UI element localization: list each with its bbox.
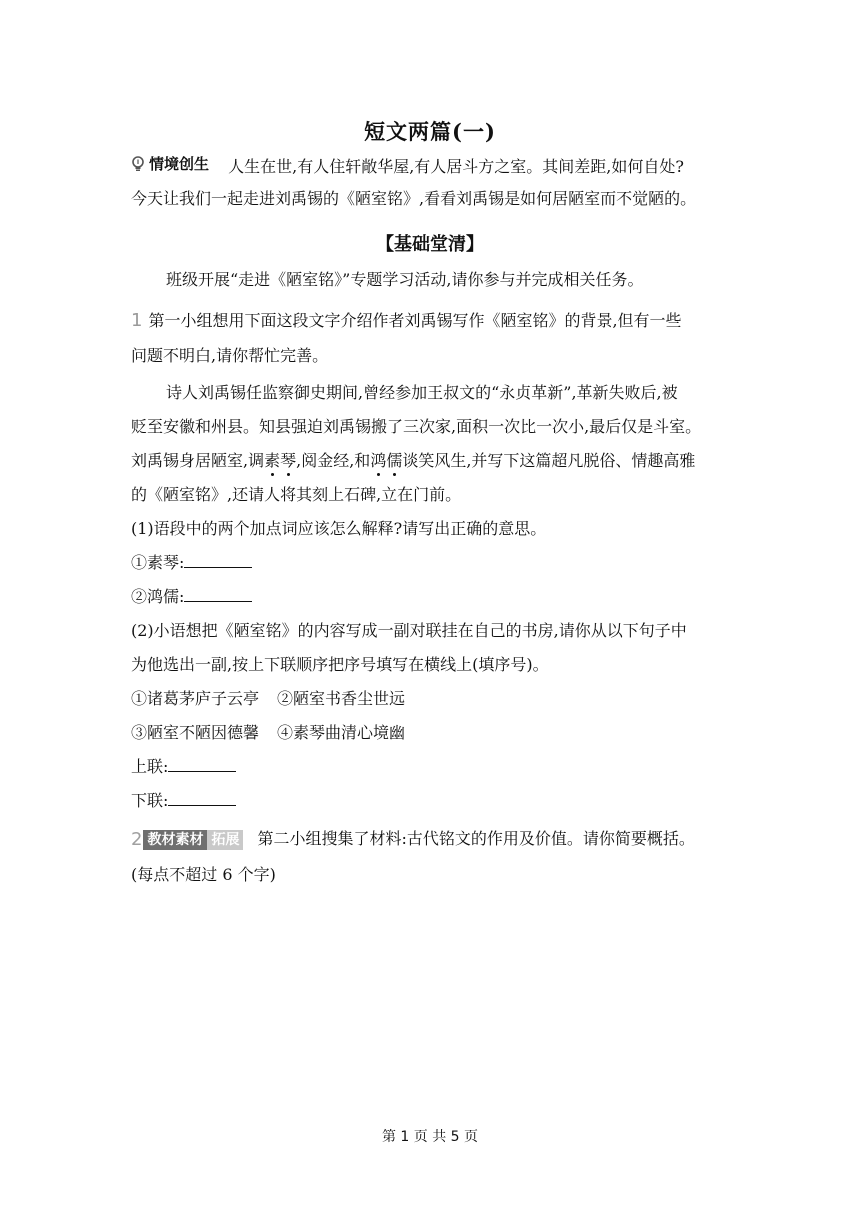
lower-couplet-row bbox=[131, 790, 236, 812]
passage-text: ,阅金经,和 bbox=[296, 451, 371, 470]
intro-line-1 bbox=[131, 153, 684, 178]
passage-text: 刘禹锡身居陋室,调 bbox=[131, 451, 265, 470]
answer-label: ①素琴: bbox=[131, 553, 185, 572]
passage-line-2: 贬至安徽和州县。知县强迫刘禹锡搬了三次家,面积一次比一次小,最后仅是斗室。 bbox=[131, 417, 702, 436]
intro-text-1: 人生在世,有人住轩敞华屋,有人居斗方之室。其间差距,如何自处? bbox=[228, 157, 684, 176]
option-row-2 bbox=[131, 722, 405, 744]
passage-line-4: 的《陋室铭》,还请人将其刻上石碑,立在门前。 bbox=[131, 485, 462, 504]
intro-text-2: 今天让我们一起走进刘禹锡的《陋室铭》,看看刘禹锡是如何居陋室而不觉陋的。 bbox=[131, 189, 697, 208]
question-2-number: 2 bbox=[131, 828, 143, 850]
option-item: ②陋室书香尘世远 bbox=[277, 689, 406, 708]
option-item: ①诸葛茅庐子云亭 bbox=[131, 689, 260, 708]
answer-blank[interactable] bbox=[184, 553, 252, 568]
answer-row-suqin bbox=[131, 552, 252, 574]
textbook-material-tag bbox=[131, 830, 243, 850]
question-1-line-2: 问题不明白,请你帮忙完善。 bbox=[131, 346, 329, 365]
answer-blank[interactable] bbox=[184, 587, 252, 602]
option-item: ④素琴曲清心境幽 bbox=[277, 723, 406, 742]
upper-couplet-row bbox=[131, 756, 236, 778]
question-1-number: 1 bbox=[131, 310, 143, 331]
question-1-line-1 bbox=[131, 310, 682, 332]
tag-label-material: 教材素材 bbox=[143, 830, 207, 850]
answer-label: 下联: bbox=[131, 791, 169, 810]
question-2-line-2: (每点不超过 6 个字) bbox=[131, 865, 276, 884]
question-2-text: 第二小组搜集了材料:古代铭文的作用及价值。请你简要概括。 bbox=[257, 829, 695, 848]
activity-text: 班级开展“走进《陋室铭》”专题学习活动,请你参与并完成相关任务。 bbox=[166, 270, 644, 289]
answer-row-hongru bbox=[131, 586, 252, 608]
question-1-text: 第一小组想用下面这段文字介绍作者刘禹锡写作《陋室铭》的背景,但有一些 bbox=[148, 311, 682, 330]
intro-badge bbox=[131, 153, 209, 175]
page-footer: 第 1 页 共 5 页 bbox=[381, 1129, 479, 1145]
sub-question-2-prompt-2: 为他选出一副,按上下联顺序把序号填写在横线上(填序号)。 bbox=[131, 655, 549, 674]
lightbulb-icon bbox=[131, 156, 145, 172]
dotted-char: 鸿 bbox=[370, 451, 387, 470]
page-title: 短文两篇(一) bbox=[364, 119, 496, 144]
passage-line-1: 诗人刘禹锡任监察御史期间,曾经参加王叔文的“永贞革新”,革新失败后,被 bbox=[166, 383, 678, 402]
answer-blank[interactable] bbox=[168, 757, 236, 772]
option-row-1 bbox=[131, 688, 405, 710]
dotted-char: 儒 bbox=[386, 451, 403, 470]
intro-badge-label: 情境创生 bbox=[149, 155, 210, 173]
answer-label: 上联: bbox=[131, 757, 169, 776]
section-title: 【基础堂清】 bbox=[376, 234, 484, 255]
dotted-char: 素 bbox=[264, 451, 281, 470]
tag-label-extension: 拓展 bbox=[207, 830, 243, 850]
passage-line-3 bbox=[131, 450, 695, 472]
option-item: ③陋室不陋因德馨 bbox=[131, 723, 260, 742]
question-2-line-1 bbox=[131, 828, 695, 850]
answer-blank[interactable] bbox=[168, 791, 236, 806]
dotted-char: 琴 bbox=[280, 451, 297, 470]
sub-question-2-prompt-1: (2)小语想把《陋室铭》的内容写成一副对联挂在自己的书房,请你从以下句子中 bbox=[131, 621, 687, 640]
passage-text: 谈笑风生,并写下这篇超凡脱俗、情趣高雅 bbox=[402, 451, 696, 470]
sub-question-1-prompt: (1)语段中的两个加点词应该怎么解释?请写出正确的意思。 bbox=[131, 519, 547, 538]
answer-label: ②鸿儒: bbox=[131, 587, 185, 606]
